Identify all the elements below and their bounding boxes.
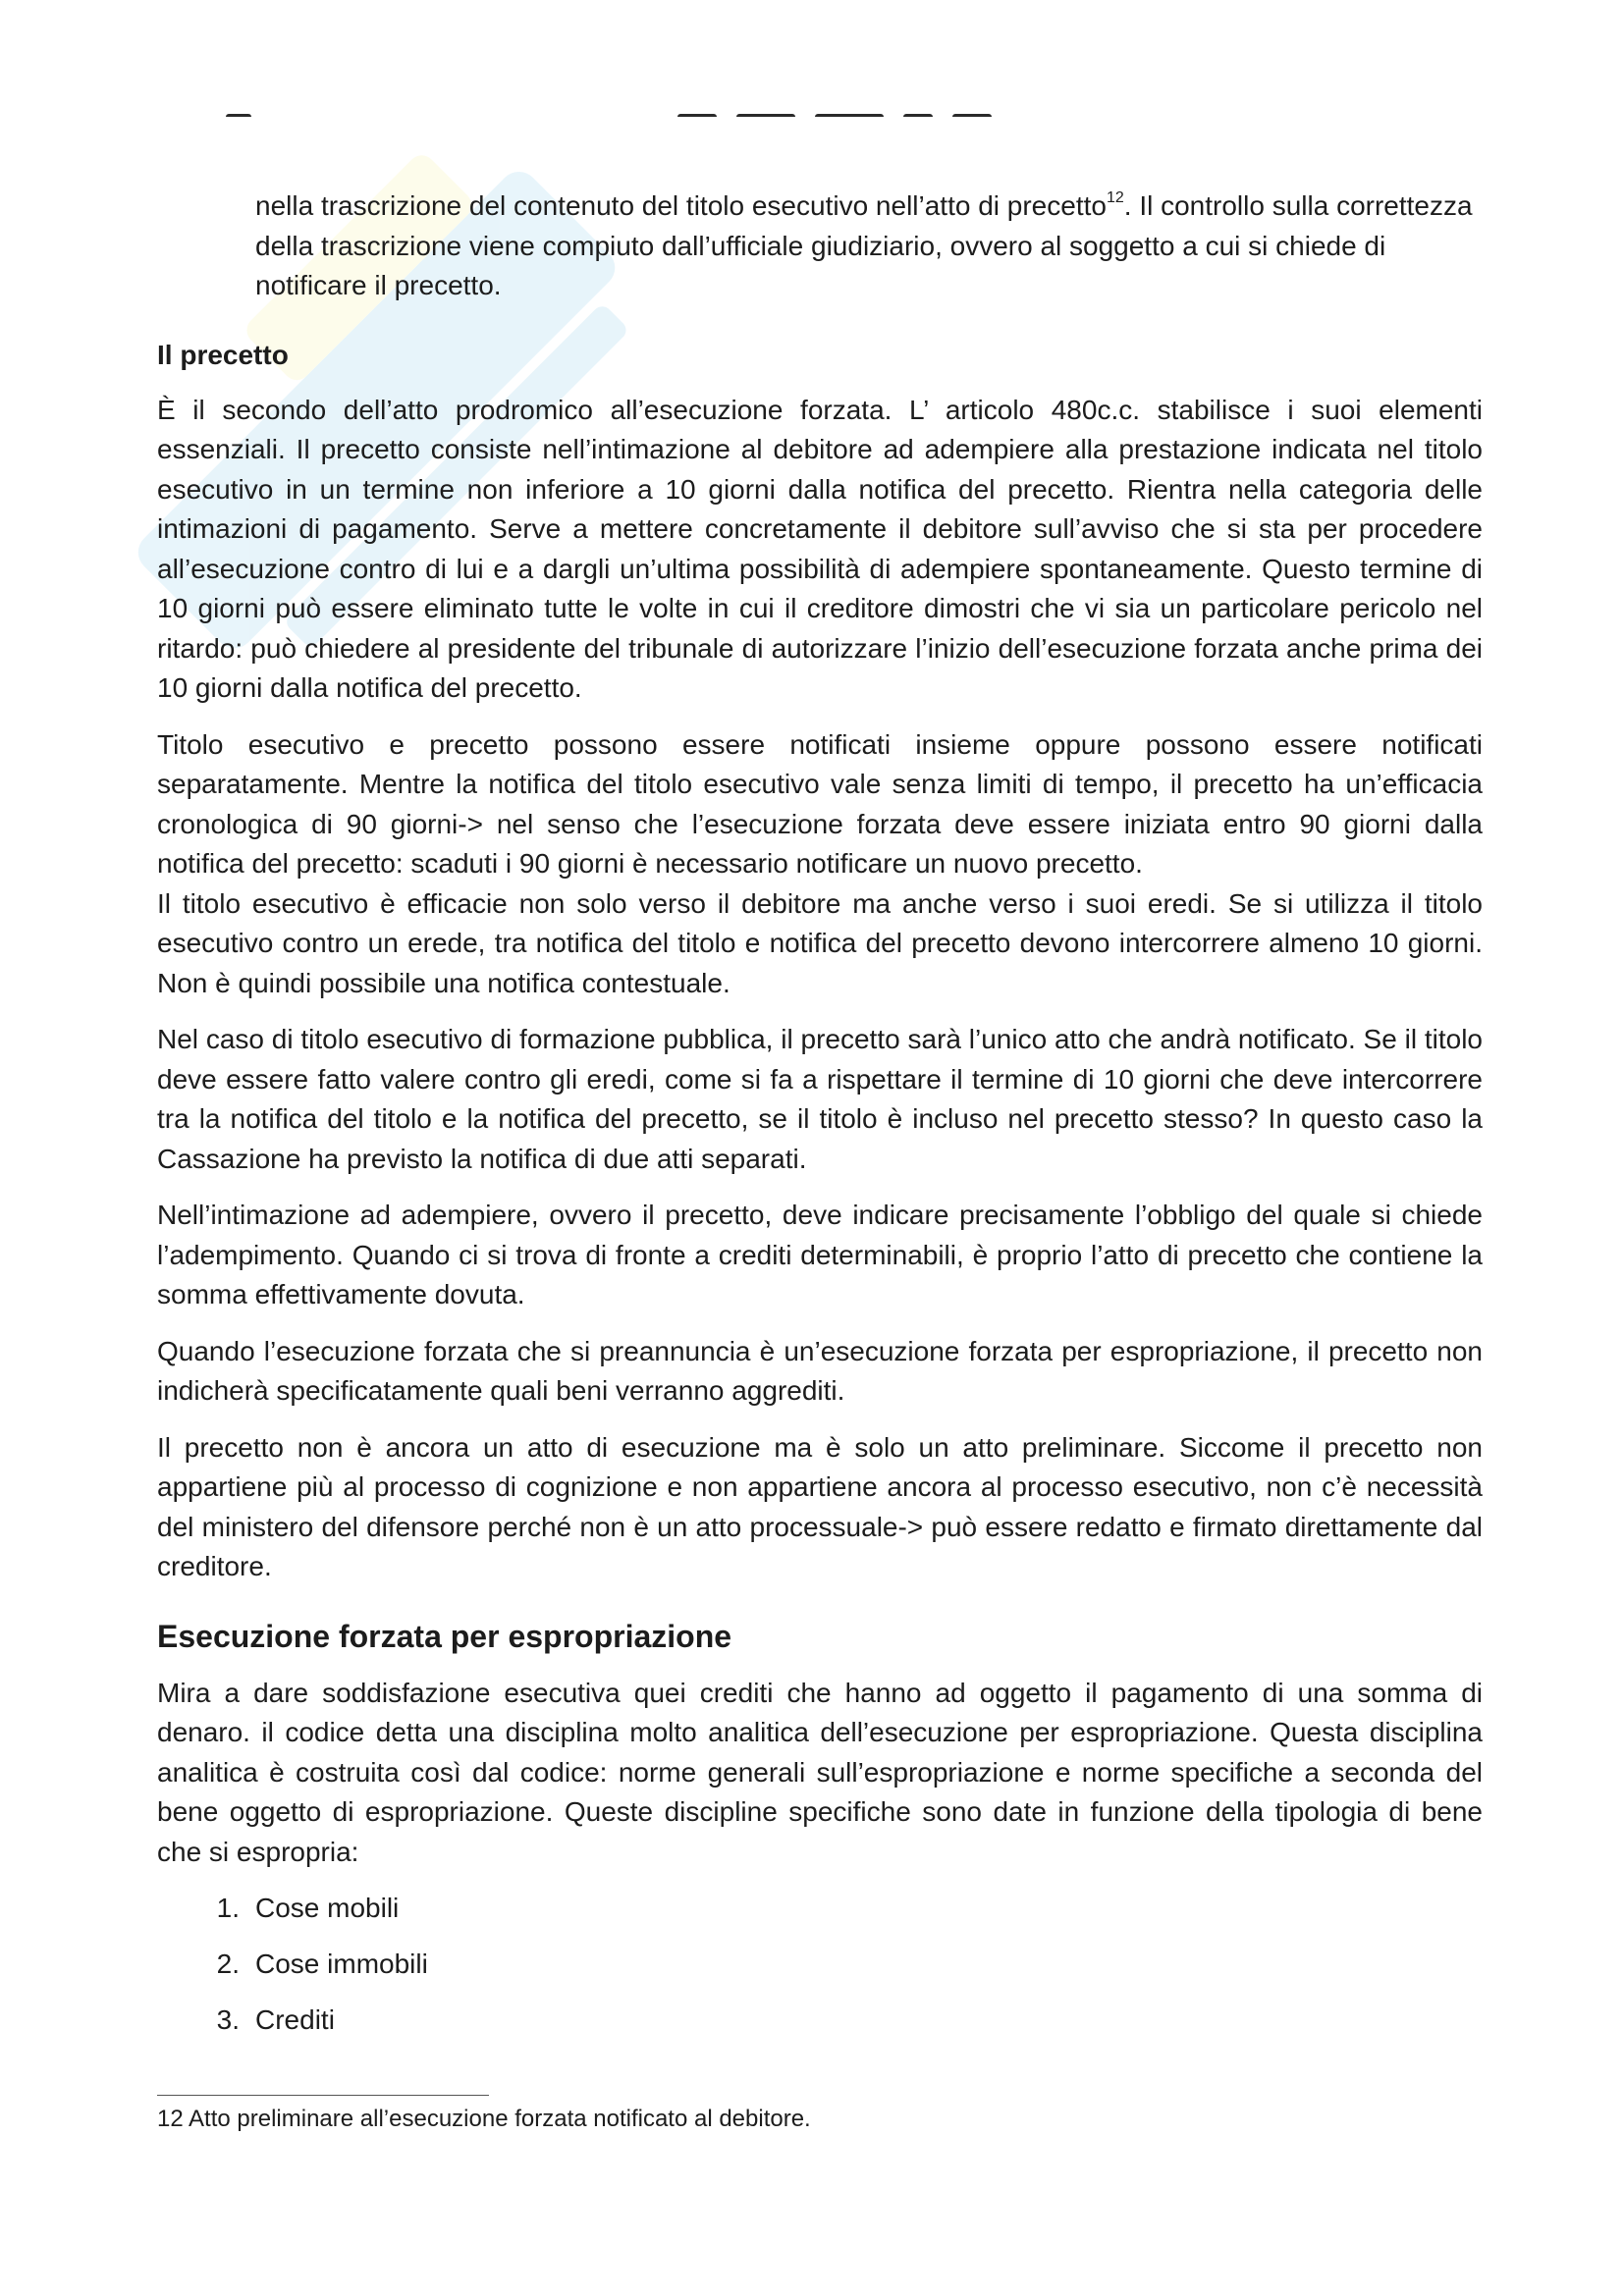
list-item — [157, 2001, 1483, 2040]
page-header-cutoff — [216, 110, 1051, 128]
list-item-text: Cose immobili — [255, 1949, 428, 1979]
header-fragment — [677, 114, 717, 128]
list-item-text: Cose mobili — [255, 1893, 400, 1923]
list-item-text: Crediti — [255, 2004, 335, 2035]
paragraph: Quando l’esecuzione forzata che si preannuncia è un’esecuzione forzata per espropriazione, il precetto non indicherà specificatamente quali beni verranno aggrediti. — [157, 1335, 1483, 1406]
paragraph: Il precetto non è ancora un atto di esecuzione ma è solo un atto preliminare. Siccome il precetto non appartiene più al processo di cognizione e non appartiene ancora al processo esecutivo, non c’è necessità del ministero del difensore perché non è un atto processuale-> può essere redatto e firmato direttamente dal creditore. — [157, 1431, 1483, 1581]
section-heading-precetto: Il precetto — [157, 339, 289, 370]
numbered-list — [157, 1889, 1483, 2040]
footnote-reference[interactable]: 12 — [1106, 189, 1124, 206]
header-fragment — [815, 114, 884, 128]
paragraph: Nel caso di titolo esecutivo di formazione pubblica, il precetto sarà l’unico atto che andrà notificato. Se il titolo deve essere fatto valere contro gli eredi, come si fa a rispettare il termine di 10 giorni che deve intercorrere tra la notifica del titolo e la notifica del precetto, se il titolo è incluso nel precetto stesso? In questo caso la Cassazione ha previsto la notifica di due atti separati. — [157, 1024, 1483, 1174]
intro-text-continued: . Il controllo sulla correttezza della trascrizione viene compiuto dall’ufficiale giudiziario, ovvero al soggetto a cui si chiede di notificare il precetto. — [255, 190, 1473, 300]
list-item-number: 3. — [216, 2004, 240, 2035]
paragraph: Titolo esecutivo e precetto possono essere notificati insieme oppure possono essere notificati separatamente. Mentre la notifica del titolo esecutivo vale senza limiti di tempo, il precetto ha un’efficacia cronologica di 90 giorni-> nel senso che l’esecuzione forzata deve essere iniziata entro 90 giorni dalla notifica del precetto: scaduti i 90 giorni è necessario notificare un nuovo precetto. — [157, 728, 1483, 879]
paragraph: Il titolo esecutivo è efficacie non solo verso il debitore ma anche verso i suoi eredi. Se si utilizza il titolo esecutivo contro un erede, tra notifica del titolo e notifica del precetto devono intercorrere almeno 10 giorni. Non è quindi possibile una notifica contestuale. — [157, 887, 1483, 998]
paragraph: È il secondo dell’atto prodromico all’esecuzione forzata. L’ articolo 480c.c. stabilisce i suoi elementi essenziali. Il precetto consiste nell’intimazione al debitore ad adempiere alla prestazione indicata nel titolo esecutivo in un termine non inferiore a 10 giorni dalla notifica del precetto. Rientra nella categoria delle intimazioni di pagamento. Serve a mettere concretamente il debitore sull’avviso che si sta per procedere all’esecuzione contro di lui e a dargli un’ultima possibilità di adempiere spontaneamente. Questo termine di 10 giorni può essere eliminato tutte le volte in cui il creditore dimostri che vi sia un particolare pericolo nel ritardo: può chiedere al presidente del tribunale di autorizzare l’inizio dell’esecuzione forzata anche prima dei 10 giorni dalla notifica del precetto. — [157, 394, 1483, 703]
document-body — [157, 187, 1483, 2056]
list-item — [157, 1889, 1483, 1928]
footnote-divider — [157, 2095, 489, 2096]
header-fragment — [952, 114, 992, 128]
header-fragment — [736, 114, 795, 128]
intro-text: nella trascrizione del contenuto del titolo esecutivo nell’atto di precetto — [255, 190, 1107, 221]
list-item — [157, 1945, 1483, 1984]
header-fragment — [226, 114, 251, 128]
paragraph: Nell’intimazione ad adempiere, ovvero il precetto, deve indicare precisamente l’obbligo del quale si chiede l’adempimento. Quando ci si trova di fronte a crediti determinabili, è proprio l’atto di precetto che contiene la somma effettivamente dovuta. — [157, 1200, 1483, 1309]
paragraph: Mira a dare soddisfazione esecutiva quei crediti che hanno ad oggetto il pagamento di una somma di denaro. il codice detta una disciplina molto analitica dell’esecuzione per espropriazione. Questa disciplina analitica è costruita così dal codice: norme generali sull’espropriazione e norme specifiche a seconda del bene oggetto di espropriazione. Queste discipline specifiche sono date in funzione della tipologia di bene che si espropria: — [157, 1677, 1483, 1867]
section-heading-espropriazione: Esecuzione forzata per espropriazione — [157, 1618, 732, 1654]
header-fragment — [903, 114, 933, 128]
footnote: 12 Atto preliminare all’esecuzione forzata notificato al debitore. — [157, 2106, 811, 2132]
list-item-number: 1. — [216, 1893, 240, 1923]
intro-paragraph — [255, 187, 1483, 306]
list-item-number: 2. — [216, 1949, 240, 1979]
